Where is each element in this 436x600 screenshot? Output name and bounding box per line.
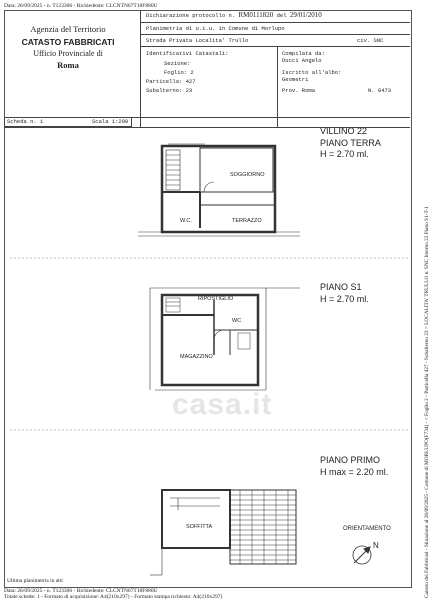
agency-name: Agenzia del Territorio — [30, 24, 106, 34]
room-label-wc: W.C. — [180, 218, 192, 224]
compilata-label: Compilata da: — [282, 50, 325, 57]
scale-label: Scala 1:200 — [92, 118, 129, 125]
room-label-soffitta: SOFFITTA — [186, 524, 213, 530]
side-info-text: Catasto dei Fabbricati - Situazione al 26/09/2025 - Comune di MORLUPO(F734) - < Foglio 2 - Particella 427 - Subalterno 23 > LOCALITA' TRULLO n. SNC Interno 22 Piano S1-T-1 — [424, 206, 430, 598]
plan-height: H = 2.70 ml. — [320, 293, 369, 304]
watermark: casa.it — [172, 388, 273, 421]
scheda-number: N. 8473 — [368, 87, 392, 94]
address-line: Strada Privata Localita' Trullo — [146, 37, 249, 44]
ufficio-city: Roma — [57, 60, 79, 70]
top-bar-text: Data: 26/09/2025 - n. T123306 - Richiedente: CLCNTN67T18F880U — [4, 3, 158, 9]
ident-title: Identificativi Catastali: — [146, 50, 229, 57]
civ-line: civ. SNC — [357, 37, 384, 44]
last-plan-note: Ultima planimetria in atti — [7, 578, 63, 584]
scheda-label: Scheda n. 1 — [7, 118, 44, 125]
compilata-name: Ducci Angelo — [282, 57, 322, 64]
compass-icon — [353, 546, 371, 564]
ufficio-label: Ufficio Provinciale di — [33, 49, 103, 58]
prov-label: Prov. Roma — [282, 87, 316, 94]
orientation-label: ORIENTAMENTO — [343, 526, 391, 532]
plan-height: H = 2.70 ml. — [320, 149, 369, 159]
first-floor-plan — [150, 490, 296, 575]
plan-height: H max = 2.20 ml. — [320, 466, 389, 477]
iscritto-value: Geometri — [282, 76, 309, 83]
room-label-ripostiglio: RIPOSTIGLIO — [198, 296, 234, 302]
orientation-north: N — [373, 541, 379, 550]
plan-title-line: PIANO TERRA — [320, 137, 381, 148]
footer-line-1: Data: 26/09/2025 - n. T123306 - Richiedente: CLCNTN67T18F880U — [4, 588, 158, 594]
subalterno-line: Subalterno: 23 — [146, 87, 193, 94]
room-label-magazzino: MAGAZZINO — [180, 354, 213, 360]
ground-floor-plan — [138, 144, 300, 236]
declaration-label: Dichiarazione protocollo n. — [146, 12, 236, 19]
plan-line: Planimetria di u.i.u. in Comune di Morlupo — [146, 25, 285, 32]
sezione-line: Sezione: — [164, 60, 191, 67]
declaration-date-label: del — [276, 12, 287, 19]
footer-line-2: Totale schede: 1 - Formato di acquisizione: A4(210x297) - Formato stampa richiesto: A4(210x297) — [4, 594, 223, 600]
iscritto-label: Iscritto all'albo: — [282, 69, 342, 76]
s1-floor-plan — [150, 288, 300, 390]
plan-title-line: PIANO PRIMO — [320, 455, 381, 465]
particella-line: Particella: 427 — [146, 78, 196, 85]
declaration-number: RM0111820 — [238, 11, 274, 19]
catasto-title: CATASTO FABBRICATI — [21, 37, 115, 47]
room-label-soggiorno: SOGGIORNO — [230, 172, 265, 178]
declaration-date: 29/01/2010 — [289, 11, 322, 19]
plan-title-line: PIANO S1 — [320, 282, 362, 292]
room-label-terrazzo: TERRAZZO — [232, 218, 262, 224]
plan-title-line: VILLINO 22 — [320, 126, 368, 136]
foglio-line: Foglio: 2 — [164, 69, 194, 76]
room-label-wc2: WC — [232, 318, 242, 324]
